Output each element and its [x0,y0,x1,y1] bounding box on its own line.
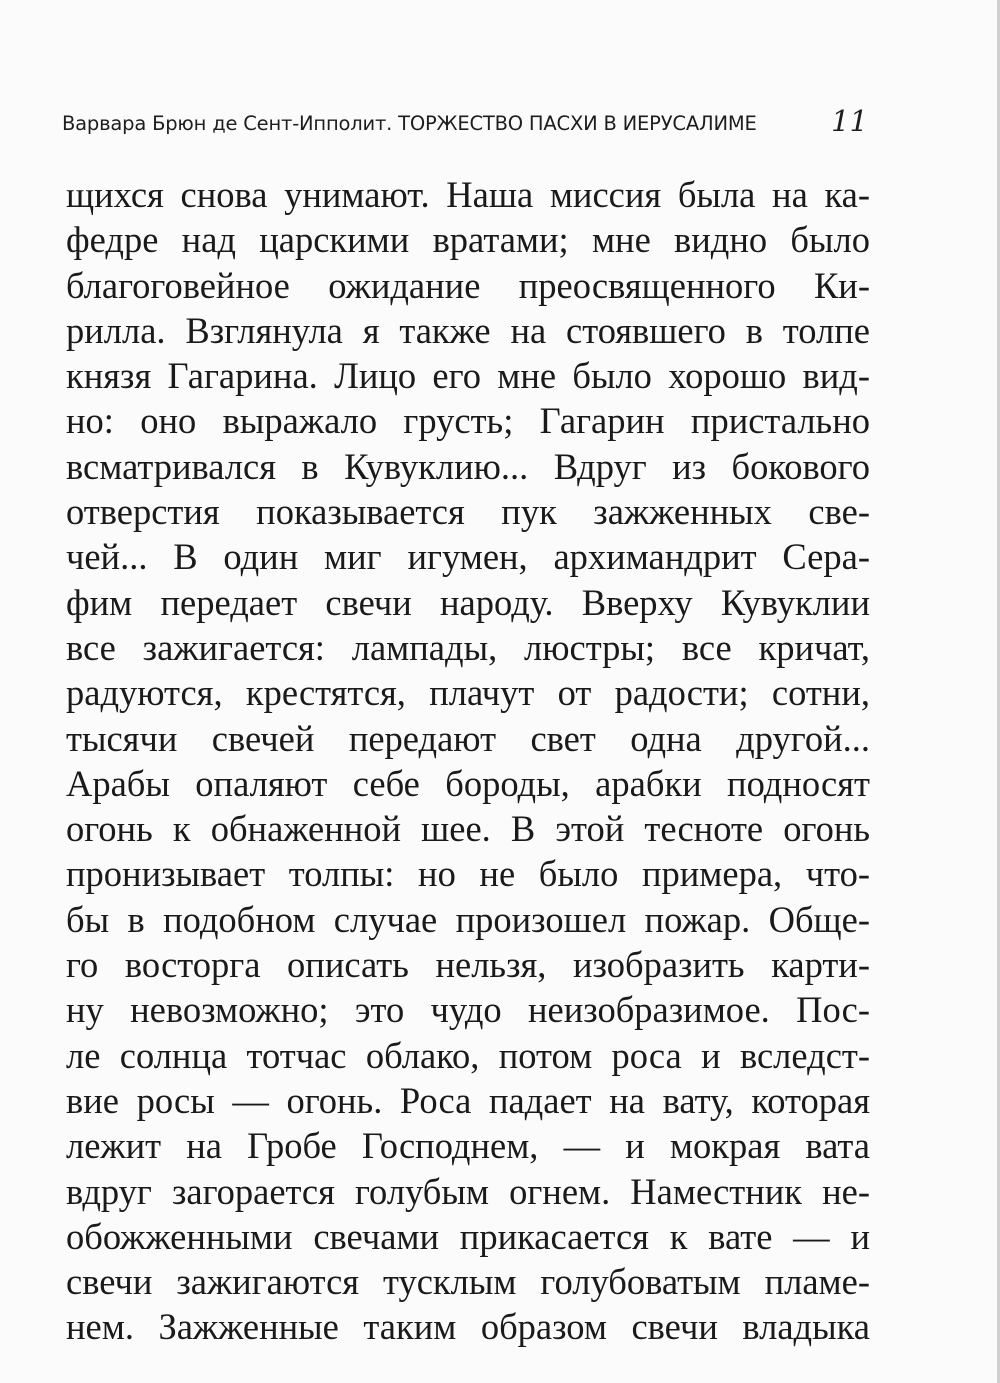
text-line: обожженными свечами прикасается к вате — и [66,1215,870,1257]
text-line: благоговейное ожидание преосвященного Ки- [66,264,870,306]
text-line: бы в подобном случае произошел пожар. Обще- [66,898,870,940]
text-line: вие росы — огонь. Роса падает на вату, которая [66,1079,870,1121]
text-line: фим передает свечи народу. Вверху Кувуклии [66,581,870,623]
text-line: рилла. Взглянула я также на стоявшего в толпе [66,309,870,351]
text-line: го восторга описать нельзя, изобразить карти- [66,944,870,986]
text-line: но: оно выражало грусть; Гагарин пристально [66,400,870,442]
text-line: огонь к обнаженной шее. В этой тесноте огонь [66,808,870,850]
running-title: Варвара Брюн де Сент-Ипполит. ТОРЖЕСТВО ПАСХИ В ИЕРУСАЛИМЕ [62,112,757,135]
text-line: лежит на Гробе Господнем, — и мокрая вата [66,1125,870,1167]
text-line: щихся снова унимают. Наша миссия была на ка- [66,174,870,215]
text-line: князя Гагарина. Лицо его мне было хорошо вид- [66,355,870,397]
text-line: всматривался в Кувуклию... Вдруг из бокового [66,445,870,487]
text-line: отверстия показывается пук зажженных све- [66,491,870,533]
text-line: свечи зажигаются тусклым голубоватым пламе- [66,1261,870,1303]
text-line: федре над царскими вратами; мне видно было [66,219,870,261]
text-line: нем. Зажженные таким образом свечи владыка [66,1306,870,1348]
body-text [66,172,870,1350]
text-line: ле солнца тотчас облако, потом роса и вследст- [66,1034,870,1076]
text-line: чей... В один миг игумен, архимандрит Сера- [66,536,870,578]
text-line: Арабы опаляют себе бороды, арабки подносят [66,762,870,804]
text-line: ну невозможно; это чудо неизобразимое. Пос- [66,989,870,1031]
text-line: пронизывает толпы: но не было примера, что- [66,853,870,895]
page-number: 11 [831,104,868,138]
text-line: радуются, крестятся, плачут от радости; сотни, [66,672,870,714]
text-line: вдруг загорается голубым огнем. Наместник не- [66,1170,870,1212]
text-line: все зажигается: лампады, люстры; все кричат, [66,626,870,668]
text-line: тысячи свечей передают свет одна другой... [66,717,870,759]
page-header [62,104,868,144]
